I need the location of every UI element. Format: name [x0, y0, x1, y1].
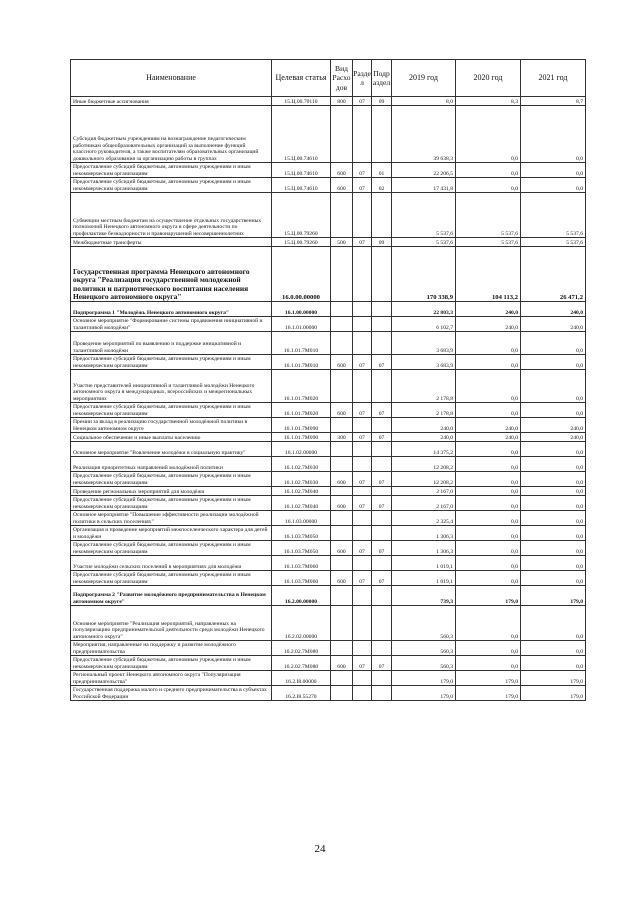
cell-expense-type: 500 — [331, 238, 353, 247]
table-row — [71, 193, 586, 238]
cell-subsection — [372, 556, 392, 571]
cell-2019: 39 638,3 — [392, 106, 456, 163]
cell-name: Иные бюджетные ассигнования — [71, 97, 272, 106]
cell-expense-type: 300 — [331, 433, 353, 442]
cell-2021: 0,0 — [521, 606, 586, 641]
cell-2019: 12 208,2 — [392, 472, 456, 487]
cell-target-article: 15.Ц.00.74610 — [272, 178, 331, 193]
cell-subsection — [372, 487, 392, 496]
cell-name: Мероприятия, направленные на поддержку и развитие молодёжного предпринимательства — [71, 641, 272, 656]
cell-subsection — [372, 193, 392, 238]
cell-name: Подпрограмма 1 "Молодёжь Ненецкого автономного округа" — [71, 302, 272, 317]
cell-expense-type: 600 — [331, 472, 353, 487]
cell-target-article: 16.1.01.7М090 — [272, 433, 331, 442]
cell-2021: 240,0 — [521, 433, 586, 442]
cell-section — [353, 193, 372, 238]
cell-2019: 560,3 — [392, 606, 456, 641]
cell-name: Государственная поддержка малого и среднего предпринимательства в субъектах Российской Федерации — [71, 686, 272, 701]
table-row — [71, 106, 586, 163]
cell-expense-type — [331, 556, 353, 571]
cell-subsection — [372, 641, 392, 656]
cell-section — [353, 511, 372, 526]
cell-2019: 2 178,8 — [392, 370, 456, 403]
cell-subsection — [372, 106, 392, 163]
cell-2020: 179,0 — [456, 586, 521, 606]
cell-2021: 0,0 — [521, 457, 586, 472]
cell-subsection: 09 — [372, 97, 392, 106]
cell-2020: 0,0 — [456, 163, 521, 178]
cell-2021: 240,0 — [521, 418, 586, 433]
cell-section: 07 — [353, 403, 372, 418]
cell-2019: 2 167,0 — [392, 496, 456, 511]
cell-target-article: 16.1.02.7М040 — [272, 496, 331, 511]
header-2020: 2020 год — [456, 60, 521, 97]
table-row — [71, 526, 586, 541]
cell-name: Реализация приоритетных направлений молодёжной политики — [71, 457, 272, 472]
cell-2021: 0,0 — [521, 496, 586, 511]
cell-name: Основное мероприятие "Формирование системы продвижения инициативной и талантливой молодёжи" — [71, 317, 272, 332]
cell-subsection — [372, 302, 392, 317]
cell-2019: 5 537,6 — [392, 193, 456, 238]
cell-subsection: 09 — [372, 238, 392, 247]
cell-2021: 240,0 — [521, 302, 586, 317]
cell-target-article: 16.1.02.00000 — [272, 442, 331, 457]
cell-name: Предоставление субсидий бюджетным, автономным учреждениям и иным некоммерческим организациям — [71, 403, 272, 418]
cell-section: 07 — [353, 178, 372, 193]
cell-target-article: 16.2.00.00000 — [272, 586, 331, 606]
table-row — [71, 541, 586, 556]
cell-2019: 22 206,5 — [392, 163, 456, 178]
cell-2020: 240,0 — [456, 302, 521, 317]
cell-2020: 0,0 — [456, 403, 521, 418]
budget-table — [70, 59, 586, 701]
cell-2021: 0,0 — [521, 472, 586, 487]
cell-2019: 2 167,0 — [392, 487, 456, 496]
cell-subsection: 07 — [372, 433, 392, 442]
cell-expense-type — [331, 511, 353, 526]
cell-2020: 0,0 — [456, 355, 521, 370]
cell-target-article: 15.Ц.00.79260 — [272, 238, 331, 247]
cell-subsection: 01 — [372, 163, 392, 178]
cell-2020: 179,0 — [456, 671, 521, 686]
cell-section — [353, 332, 372, 355]
cell-subsection: 07 — [372, 541, 392, 556]
cell-target-article: 16.1.02.7М030 — [272, 472, 331, 487]
cell-subsection — [372, 606, 392, 641]
cell-2020: 0,0 — [456, 496, 521, 511]
cell-section — [353, 606, 372, 641]
cell-2020: 8,3 — [456, 97, 521, 106]
cell-name: Участие представителей инициативной и талантливой молодёжи Ненецкого автономного округа в международных, всероссийских и межрегиональных мероприятиях — [71, 370, 272, 403]
cell-expense-type — [331, 606, 353, 641]
cell-expense-type — [331, 247, 353, 302]
cell-subsection: 07 — [372, 656, 392, 671]
cell-target-article: 16.1.01.7М010 — [272, 355, 331, 370]
cell-2020: 0,0 — [456, 332, 521, 355]
cell-section: 07 — [353, 541, 372, 556]
cell-section — [353, 370, 372, 403]
cell-expense-type — [331, 317, 353, 332]
table-row — [71, 433, 586, 442]
cell-target-article: 16.1.00.00000 — [272, 302, 331, 317]
cell-target-article: 16.0.00.00000 — [272, 247, 331, 302]
cell-2021: 0,0 — [521, 163, 586, 178]
cell-target-article: 15.Ц.00.70110 — [272, 97, 331, 106]
cell-2021: 0,0 — [521, 332, 586, 355]
cell-target-article: 16.1.03.7М050 — [272, 541, 331, 556]
cell-subsection: 07 — [372, 403, 392, 418]
cell-2019: 22 803,3 — [392, 302, 456, 317]
cell-name: Основное мероприятие "Повышение эффективности реализации молодёжной политики в сельских поселениях" — [71, 511, 272, 526]
cell-expense-type: 600 — [331, 178, 353, 193]
table-row — [71, 641, 586, 656]
cell-section — [353, 526, 372, 541]
cell-section — [353, 556, 372, 571]
cell-name: Предоставление субсидий бюджетным, автономным учреждениям и иным некоммерческим организациям — [71, 571, 272, 586]
header-2021: 2021 год — [521, 60, 586, 97]
cell-name: Государственная программа Ненецкого автономного округа "Реализация государственной молодежной политики и патриотического воспитания населения Ненецкого автономного округа" — [71, 247, 272, 302]
cell-name: Подпрограмма 2 "Развитие молодёжного предпринимательства в Ненецком автономном округе" — [71, 586, 272, 606]
cell-subsection — [372, 526, 392, 541]
cell-2020: 0,0 — [456, 556, 521, 571]
cell-name: Проведение региональных мероприятий для молодёжи — [71, 487, 272, 496]
cell-expense-type: 600 — [331, 355, 353, 370]
table-row — [71, 457, 586, 472]
cell-name: Социальное обеспечение и иные выплаты населению — [71, 433, 272, 442]
cell-2020: 0,0 — [456, 641, 521, 656]
cell-subsection — [372, 442, 392, 457]
cell-section: 07 — [353, 433, 372, 442]
cell-2019: 2 325,4 — [392, 511, 456, 526]
cell-2020: 240,0 — [456, 418, 521, 433]
cell-expense-type — [331, 526, 353, 541]
cell-subsection: 07 — [372, 496, 392, 511]
cell-2019: 17 431,8 — [392, 178, 456, 193]
cell-section — [353, 686, 372, 701]
cell-section: 07 — [353, 97, 372, 106]
cell-2021: 179,0 — [521, 671, 586, 686]
cell-2021: 0,0 — [521, 641, 586, 656]
cell-2021: 179,0 — [521, 686, 586, 701]
cell-name: Предоставление субсидий бюджетным, автономным учреждениям и иным некоммерческим организациям — [71, 163, 272, 178]
cell-subsection — [372, 671, 392, 686]
table-body — [71, 97, 586, 701]
header-name: Наименование — [71, 60, 272, 97]
cell-subsection — [372, 586, 392, 606]
cell-2020: 240,0 — [456, 317, 521, 332]
cell-2021: 5 537,6 — [521, 238, 586, 247]
cell-target-article: 16.2.02.7М080 — [272, 641, 331, 656]
table-row — [71, 671, 586, 686]
cell-subsection: 02 — [372, 178, 392, 193]
cell-target-article: 16.1.03.7М060 — [272, 556, 331, 571]
cell-2021: 179,0 — [521, 586, 586, 606]
cell-expense-type: 800 — [331, 97, 353, 106]
cell-name: Предоставление субсидий бюджетным, автономным учреждениям и иным некоммерческим организациям — [71, 178, 272, 193]
table-row — [71, 97, 586, 106]
cell-2021: 0,0 — [521, 403, 586, 418]
cell-name: Участие молодёжи сельских поселений в мероприятиях для молодёжи — [71, 556, 272, 571]
cell-subsection — [372, 317, 392, 332]
cell-2019: 2 178,8 — [392, 403, 456, 418]
cell-2020: 0,0 — [456, 370, 521, 403]
cell-2020: 0,0 — [456, 487, 521, 496]
cell-2021: 5 537,6 — [521, 193, 586, 238]
table-row — [71, 571, 586, 586]
cell-subsection: 07 — [372, 571, 392, 586]
cell-subsection: 07 — [372, 472, 392, 487]
cell-2020: 0,0 — [456, 442, 521, 457]
cell-2019: 1 019,1 — [392, 571, 456, 586]
table-row — [71, 332, 586, 355]
cell-expense-type: 600 — [331, 496, 353, 511]
cell-expense-type: 600 — [331, 163, 353, 178]
cell-name: Региональный проект Ненецкого автономного округа "Популяризация предпринимательства" — [71, 671, 272, 686]
table-row — [71, 317, 586, 332]
cell-section — [353, 457, 372, 472]
cell-2021: 0,0 — [521, 541, 586, 556]
cell-expense-type — [331, 370, 353, 403]
table-row — [71, 247, 586, 302]
cell-section — [353, 317, 372, 332]
cell-name: Предоставление субсидий бюджетным, автономным учреждениям и иным некоммерческим организациям — [71, 541, 272, 556]
cell-2021: 0,0 — [521, 656, 586, 671]
cell-section: 07 — [353, 355, 372, 370]
cell-expense-type — [331, 106, 353, 163]
cell-2020: 0,0 — [456, 178, 521, 193]
cell-2019: 1 306,3 — [392, 541, 456, 556]
cell-expense-type: 600 — [331, 571, 353, 586]
header-subsection: Подр аздел — [372, 60, 392, 97]
cell-2019: 8,0 — [392, 97, 456, 106]
cell-2020: 179,0 — [456, 686, 521, 701]
cell-expense-type — [331, 332, 353, 355]
cell-target-article: 16.1.02.7М040 — [272, 487, 331, 496]
cell-target-article: 16.1.01.7М020 — [272, 403, 331, 418]
cell-target-article: 16.2.02.00000 — [272, 606, 331, 641]
cell-2020: 0,0 — [456, 526, 521, 541]
cell-section — [353, 247, 372, 302]
cell-target-article: 16.1.02.7М030 — [272, 457, 331, 472]
cell-target-article: 16.1.01.00000 — [272, 317, 331, 332]
table-row — [71, 556, 586, 571]
table-row — [71, 606, 586, 641]
cell-2019: 170 338,9 — [392, 247, 456, 302]
cell-name: Организация и проведение мероприятий межпоселенческого характера для детей и молодёжи — [71, 526, 272, 541]
cell-section — [353, 418, 372, 433]
table-row — [71, 163, 586, 178]
cell-2021: 0,0 — [521, 571, 586, 586]
cell-2021: 0,0 — [521, 511, 586, 526]
cell-2020: 5 537,6 — [456, 238, 521, 247]
cell-2020: 0,0 — [456, 472, 521, 487]
cell-2021: 0,0 — [521, 106, 586, 163]
cell-section — [353, 586, 372, 606]
cell-2020: 0,0 — [456, 457, 521, 472]
header-2019: 2019 год — [392, 60, 456, 97]
cell-2019: 12 208,2 — [392, 457, 456, 472]
page-number: 24 — [314, 843, 326, 855]
budget-sheet — [70, 59, 585, 701]
header-section: Разде л — [353, 60, 372, 97]
cell-2021: 0,0 — [521, 526, 586, 541]
cell-name: Премии за вклад в реализацию государственной молодёжной политики в Ненецком автономном округе — [71, 418, 272, 433]
cell-2019: 5 537,6 — [392, 238, 456, 247]
cell-name: Предоставление субсидий бюджетным, автономным учреждениям и иным некоммерческим организациям — [71, 496, 272, 511]
cell-expense-type — [331, 302, 353, 317]
cell-2021: 0,0 — [521, 370, 586, 403]
cell-subsection — [372, 332, 392, 355]
cell-2019: 240,0 — [392, 418, 456, 433]
cell-name: Субвенции местным бюджетам на осуществление отдельных государственных полномочий Ненецкого автономного округа в сфере деятельности по профилактике безнадзорности и правонарушений несовершеннолетних — [71, 193, 272, 238]
cell-name: Межбюджетные трансферты — [71, 238, 272, 247]
cell-target-article: 16.1.03.7М060 — [272, 571, 331, 586]
cell-2021: 8,7 — [521, 97, 586, 106]
cell-target-article: 15.Ц.00.74610 — [272, 106, 331, 163]
cell-2019: 179,0 — [392, 671, 456, 686]
cell-target-article: 15.Ц.00.79260 — [272, 193, 331, 238]
cell-name: Предоставление субсидий бюджетным, автономным учреждениям и иным некоммерческим организациям — [71, 355, 272, 370]
table-row — [71, 472, 586, 487]
cell-2020: 0,0 — [456, 541, 521, 556]
cell-name: Основное мероприятие "Вовлечение молодёжи в социальную практику" — [71, 442, 272, 457]
table-row — [71, 496, 586, 511]
cell-target-article: 16.1.01.7М020 — [272, 370, 331, 403]
cell-expense-type: 600 — [331, 656, 353, 671]
cell-section — [353, 106, 372, 163]
table-row — [71, 238, 586, 247]
cell-2021: 0,0 — [521, 355, 586, 370]
table-row — [71, 370, 586, 403]
header-row — [71, 60, 586, 97]
cell-section — [353, 442, 372, 457]
cell-section: 07 — [353, 472, 372, 487]
table-row — [71, 178, 586, 193]
cell-expense-type — [331, 457, 353, 472]
cell-subsection — [372, 686, 392, 701]
cell-2019: 560,3 — [392, 656, 456, 671]
cell-2019: 14 375,2 — [392, 442, 456, 457]
cell-expense-type — [331, 671, 353, 686]
cell-section — [353, 487, 372, 496]
cell-expense-type — [331, 487, 353, 496]
cell-expense-type — [331, 686, 353, 701]
cell-section — [353, 671, 372, 686]
cell-subsection — [372, 511, 392, 526]
table-row — [71, 686, 586, 701]
cell-expense-type — [331, 641, 353, 656]
cell-2021: 0,0 — [521, 487, 586, 496]
cell-target-article: 16.1.01.7М090 — [272, 418, 331, 433]
cell-target-article: 16.2.02.7М080 — [272, 656, 331, 671]
cell-section: 07 — [353, 571, 372, 586]
cell-name: Основное мероприятие "Реализация мероприятий, направленных на популяризацию предпринимательской деятельности среди молодёжи Ненецкого автономного округа" — [71, 606, 272, 641]
cell-target-article: 16.1.01.7М010 — [272, 332, 331, 355]
cell-expense-type — [331, 418, 353, 433]
cell-target-article: 16.2.I8.00000 — [272, 671, 331, 686]
cell-2020: 0,0 — [456, 656, 521, 671]
cell-subsection: 07 — [372, 355, 392, 370]
cell-subsection — [372, 457, 392, 472]
cell-2019: 1 019,1 — [392, 556, 456, 571]
cell-2021: 0,0 — [521, 442, 586, 457]
cell-2019: 6 102,7 — [392, 317, 456, 332]
cell-target-article: 16.2.I8.55270 — [272, 686, 331, 701]
cell-section: 07 — [353, 163, 372, 178]
header-target-article: Целевая статья — [272, 60, 331, 97]
cell-2021: 26 471,2 — [521, 247, 586, 302]
table-row — [71, 656, 586, 671]
cell-target-article: 15.Ц.00.74610 — [272, 163, 331, 178]
cell-subsection — [372, 247, 392, 302]
cell-section — [353, 302, 372, 317]
cell-name: Предоставление субсидий бюджетным, автономным учреждениям и иным некоммерческим организациям — [71, 656, 272, 671]
cell-name: Проведение мероприятий по выявлению и поддержке инициативной и талантливой молодёжи — [71, 332, 272, 355]
cell-2019: 240,0 — [392, 433, 456, 442]
cell-name: Субсидия бюджетным учреждениям на вознаграждение педагогическим работникам общеобразовательных организаций за выполнение функций классного руководителя, а также воспитателям образовательных организаций дошкольного образования за организацию работы в группах — [71, 106, 272, 163]
cell-expense-type — [331, 586, 353, 606]
cell-section: 07 — [353, 656, 372, 671]
cell-section: 07 — [353, 496, 372, 511]
table-row — [71, 487, 586, 496]
table-row — [71, 511, 586, 526]
cell-2020: 0,0 — [456, 106, 521, 163]
header-expense-type: Вид Расхо дов — [331, 60, 353, 97]
cell-2019: 560,3 — [392, 641, 456, 656]
cell-expense-type: 600 — [331, 403, 353, 418]
table-row — [71, 302, 586, 317]
cell-target-article: 16.1.03.00000 — [272, 511, 331, 526]
table-row — [71, 418, 586, 433]
cell-2019: 3 683,9 — [392, 332, 456, 355]
cell-2021: 240,0 — [521, 317, 586, 332]
cell-expense-type: 600 — [331, 541, 353, 556]
cell-name: Предоставление субсидий бюджетным, автономным учреждениям и иным некоммерческим организациям — [71, 472, 272, 487]
cell-2020: 0,0 — [456, 511, 521, 526]
cell-section — [353, 641, 372, 656]
cell-2020: 0,0 — [456, 571, 521, 586]
table-row — [71, 586, 586, 606]
cell-expense-type — [331, 193, 353, 238]
cell-expense-type — [331, 442, 353, 457]
cell-subsection — [372, 370, 392, 403]
table-row — [71, 442, 586, 457]
table-row — [71, 355, 586, 370]
cell-subsection — [372, 418, 392, 433]
cell-2020: 0,0 — [456, 606, 521, 641]
cell-section: 07 — [353, 238, 372, 247]
cell-2019: 179,0 — [392, 686, 456, 701]
cell-2021: 0,0 — [521, 556, 586, 571]
cell-2019: 1 306,3 — [392, 526, 456, 541]
cell-2019: 739,3 — [392, 586, 456, 606]
cell-2020: 5 537,6 — [456, 193, 521, 238]
cell-2020: 240,0 — [456, 433, 521, 442]
table-row — [71, 403, 586, 418]
cell-2021: 0,0 — [521, 178, 586, 193]
cell-2019: 3 683,9 — [392, 355, 456, 370]
cell-target-article: 16.1.03.7М050 — [272, 526, 331, 541]
cell-2020: 104 113,2 — [456, 247, 521, 302]
